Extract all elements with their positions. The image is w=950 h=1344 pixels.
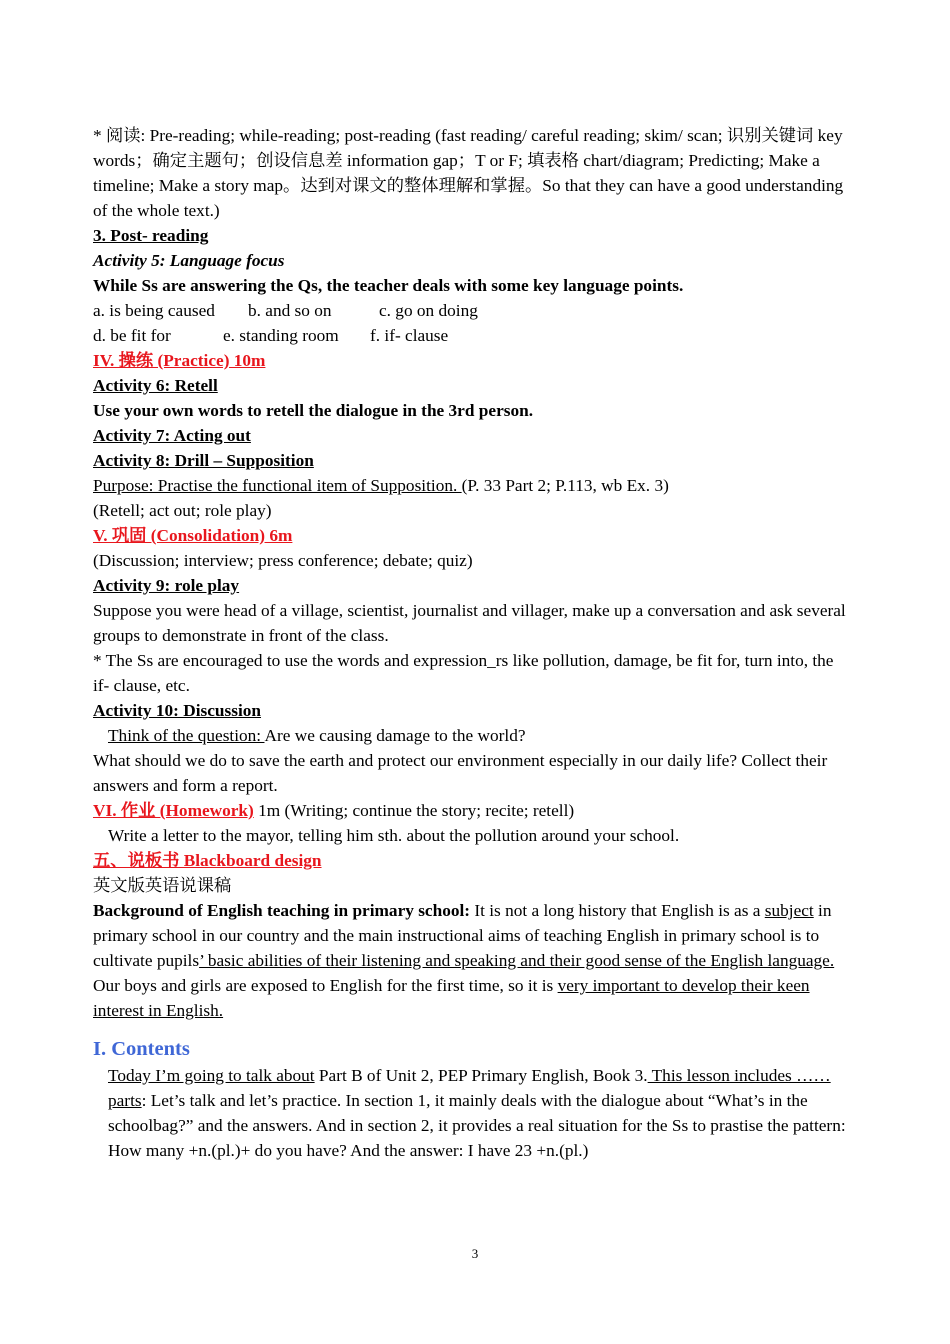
homework-task: Write a letter to the mayor, telling him sth. about the pollution around your school. xyxy=(108,826,680,845)
contents-text-2: Part B of Unit 2, PEP Primary English, Book 3. xyxy=(314,1066,648,1085)
background-text-3: in primary school in our country and the main instructional aims of teaching English in primary school is to cultivate pupils xyxy=(93,901,832,970)
background-text-1: It is not a long history that English is as a xyxy=(470,901,765,920)
encouragement-note: * The Ss are encouraged to use the words and expression_rs like pollution, damage, be fit for, turn into, the if- clause, etc. xyxy=(93,651,834,695)
practice-note: (Retell; act out; role play) xyxy=(93,501,272,520)
purpose-reference: (P. 33 Part 2; P.113, wb Ex. 3) xyxy=(461,476,669,495)
language-points-row-2 xyxy=(93,323,853,348)
activity-9-heading: Activity 9: role play xyxy=(93,576,240,595)
activity-5-heading: Activity 5: Language focus xyxy=(93,251,285,270)
contents-text-3: This lesson includes …… parts xyxy=(108,1066,831,1110)
blackboard-heading: 五、说板书 Blackboard design xyxy=(93,851,322,870)
language-point-e: e. standing room xyxy=(223,326,339,345)
activity-6-description: Use your own words to retell the dialogue in the 3rd person. xyxy=(93,401,534,420)
language-point-b: b. and so on xyxy=(248,301,332,320)
contents-text-1: Today I’m going to talk about xyxy=(108,1066,315,1085)
page-number: 3 xyxy=(471,1246,479,1261)
background-text-5: Our boys and girls are exposed to English for the first time, so it is xyxy=(93,976,558,995)
consolidation-heading: V. 巩固 (Consolidation) 6m xyxy=(93,526,293,545)
background-paragraph xyxy=(93,898,853,1023)
purpose-label: Purpose: Practise the functional item of Supposition. xyxy=(93,476,462,495)
homework-line xyxy=(93,798,853,823)
discussion-followup: What should we do to save the earth and protect our environment especially in our daily life? Collect their answers and form a report. xyxy=(93,751,828,795)
activity-6-heading: Activity 6: Retell xyxy=(93,376,218,395)
practice-heading: IV. 操练 (Practice) 10m xyxy=(93,351,266,370)
activity-8-purpose xyxy=(93,473,853,498)
background-text-2: subject xyxy=(764,901,814,920)
think-label: Think of the question: xyxy=(108,726,265,745)
language-point-a: a. is being caused xyxy=(93,301,215,320)
language-point-d: d. be fit for xyxy=(93,326,171,345)
activity-10-heading: Activity 10: Discussion xyxy=(93,701,262,720)
discussion-question xyxy=(93,723,853,748)
consolidation-note: (Discussion; interview; press conference; debate; quiz) xyxy=(93,551,473,570)
activity-7-heading: Activity 7: Acting out xyxy=(93,426,251,445)
activity-5-description: While Ss are answering the Qs, the teacher deals with some key language points. xyxy=(93,276,684,295)
background-text-6: very important to develop their keen interest in English. xyxy=(93,976,810,1020)
language-point-f: f. if- clause xyxy=(370,326,449,345)
contents-paragraph xyxy=(93,1063,853,1163)
blackboard-subtitle: 英文版英语说课稿 xyxy=(93,876,232,895)
language-point-c: c. go on doing xyxy=(379,301,478,320)
contents-text-4: : Let’s talk and let’s practice. In section 1, it mainly deals with the dialogue about “What’s in the schoolbag?” and the answers. And in section 2, it provides a real situation for the Ss to prastise the pattern: How many +n.(pl.)+ do you have? And the answer: I have 23 +n.(pl.) xyxy=(108,1091,846,1160)
homework-types: 1m (Writing; continue the story; recite; retell) xyxy=(253,801,575,820)
post-reading-heading: 3. Post- reading xyxy=(93,226,209,245)
document-page xyxy=(93,123,853,1163)
contents-heading: I. Contents xyxy=(93,1038,190,1060)
activity-8-heading: Activity 8: Drill – Supposition xyxy=(93,451,314,470)
activity-9-description: Suppose you were head of a village, scientist, journalist and villager, make up a conversation and ask several groups to demonstrate in front of the class. xyxy=(93,601,846,645)
background-label: Background of English teaching in primary school: xyxy=(93,901,471,920)
reading-methods-paragraph: * 阅读: Pre-reading; while-reading; post-reading (fast reading/ careful reading; skim/ scan; 识别关键词 key words；确定主题句；创设信息差 information gap；T or F; 填表格 chart/diagram; Predicting; Make a timeline; Make a story map。达到对课文的整体理解和掌握。So that they can have a good understanding of the whole text.) xyxy=(93,126,844,220)
homework-heading: VI. 作业 (Homework) xyxy=(93,801,254,820)
think-question: Are we causing damage to the world? xyxy=(264,726,526,745)
language-points-row-1 xyxy=(93,298,853,323)
background-text-4: ’ basic abilities of their listening and speaking and their good sense of the English language. xyxy=(199,951,835,970)
